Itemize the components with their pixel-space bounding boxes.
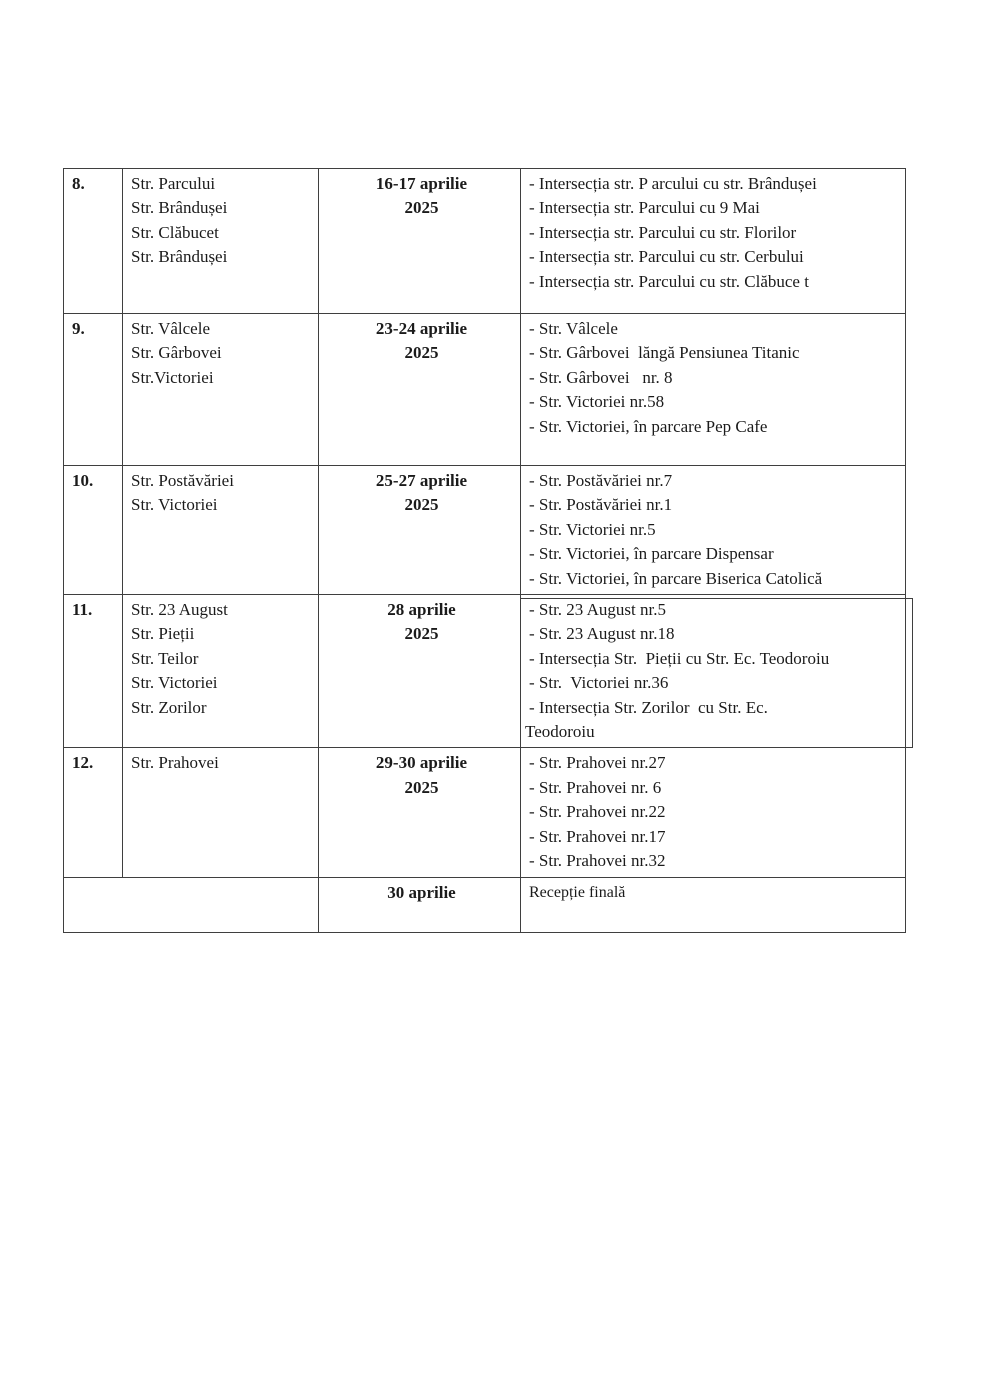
street-line: Str. Pieții <box>131 624 195 644</box>
row-number: 12. <box>64 748 123 877</box>
detail-line: - Str. Victoriei nr.36 <box>529 673 669 693</box>
street-line: Str. Brândușei <box>131 198 228 218</box>
details-cell <box>521 748 906 877</box>
detail-line: - Str. Victoriei, în parcare Dispensar <box>529 544 774 564</box>
detail-line: - Intersecția str. P arcului cu str. Brândușei <box>529 174 817 193</box>
detail-line: - Str. Postăvăriei nr.1 <box>529 495 673 515</box>
date-range: 29-30 aprilie <box>375 753 468 773</box>
date-cell <box>319 169 521 314</box>
date-cell <box>319 748 521 877</box>
date-cell <box>319 877 521 932</box>
table-row <box>64 314 906 466</box>
table-row-final <box>64 877 906 932</box>
street-line: Str. Gârbovei <box>131 343 222 363</box>
final-note-cell <box>521 877 906 932</box>
table-row <box>64 748 906 877</box>
date-cell <box>319 595 521 748</box>
detail-line: - Str. Victoriei, în parcare Biserica Catolică <box>529 568 823 588</box>
street-line: Str. Postăvăriei <box>131 471 234 490</box>
date-range: 25-27 aprilie <box>375 471 468 490</box>
street-line: Str. Clăbucet <box>131 222 219 242</box>
detail-line: - Str. Prahovei nr.27 <box>529 753 666 773</box>
detail-line: - Str. Prahovei nr.22 <box>529 802 666 822</box>
street-line: Str. 23 August <box>131 600 228 620</box>
date-year: 2025 <box>404 198 439 218</box>
date-year: 2025 <box>404 777 439 797</box>
detail-line: Teodoroiu <box>525 722 595 742</box>
street-line: Str. Prahovei <box>131 753 219 773</box>
detail-line: - Intersecția str. Parcului cu str. Florilor <box>529 222 797 242</box>
street-line: Str. Zorilor <box>131 697 207 717</box>
street-line: Str. Victoriei <box>131 495 218 515</box>
table-row <box>64 169 906 314</box>
row-number: 10. <box>64 466 123 595</box>
works-schedule-table <box>63 168 906 933</box>
detail-line: - Intersecția str. Parcului cu 9 Mai <box>529 198 760 218</box>
detail-line: - Intersecția Str. Pieții cu Str. Ec. Teodoroiu <box>529 648 830 668</box>
row-number: 11. <box>64 595 123 748</box>
street-line: Str. Parcului <box>131 174 216 193</box>
details-cell <box>521 466 906 595</box>
date-cell <box>319 466 521 595</box>
row-number: 8. <box>64 169 123 314</box>
detail-line: - Str. Victoriei nr.58 <box>529 392 665 412</box>
detail-line: - Str. Victoriei nr.5 <box>529 519 656 539</box>
detail-line: - Str. Postăvăriei nr.7 <box>529 471 673 490</box>
street-line: Str. Brândușei <box>131 247 228 267</box>
empty-merged-cell <box>64 877 319 932</box>
streets-cell <box>123 595 319 748</box>
detail-line: - Str. Prahovei nr.32 <box>529 851 666 871</box>
detail-line: - Str. Prahovei nr.17 <box>529 826 666 846</box>
detail-line: - Intersecția Str. Zorilor cu Str. Ec. <box>529 697 768 717</box>
date-year: 2025 <box>404 343 439 363</box>
streets-cell <box>123 748 319 877</box>
detail-line: - Str. Gârbovei nr. 8 <box>529 367 673 387</box>
date-year: 2025 <box>404 495 439 515</box>
date-range: 23-24 aprilie <box>375 319 468 338</box>
table-row <box>64 466 906 595</box>
detail-line: - Intersecția str. Parcului cu str. Clăbuce t <box>529 271 809 291</box>
date-cell <box>319 314 521 466</box>
street-line: Str. Victoriei <box>131 673 218 693</box>
details-cell <box>521 595 906 748</box>
street-line: Str. Teilor <box>131 648 199 668</box>
date-year: 2025 <box>404 624 439 644</box>
details-cell <box>521 314 906 466</box>
final-date: 30 aprilie <box>387 882 456 902</box>
detail-line: - Str. 23 August nr.5 <box>529 600 666 620</box>
streets-cell <box>123 169 319 314</box>
final-note: Recepție finală <box>529 883 626 901</box>
row-number: 9. <box>64 314 123 466</box>
street-line: Str.Victoriei <box>131 367 214 387</box>
streets-cell <box>123 466 319 595</box>
detail-line: - Str. Vâlcele <box>529 319 618 338</box>
date-range: 16-17 aprilie <box>375 174 468 193</box>
streets-cell <box>123 314 319 466</box>
detail-line: - Str. Gârbovei lăngă Pensiunea Titanic <box>529 343 800 363</box>
detail-line: - Str. 23 August nr.18 <box>529 624 675 644</box>
detail-line: - Intersecția str. Parcului cu str. Cerbului <box>529 247 804 267</box>
details-cell <box>521 169 906 314</box>
date-range: 28 aprilie <box>387 600 456 620</box>
street-line: Str. Vâlcele <box>131 319 210 338</box>
detail-line: - Str. Victoriei, în parcare Pep Cafe <box>529 416 768 436</box>
detail-line: - Str. Prahovei nr. 6 <box>529 777 662 797</box>
table-row <box>64 595 906 748</box>
